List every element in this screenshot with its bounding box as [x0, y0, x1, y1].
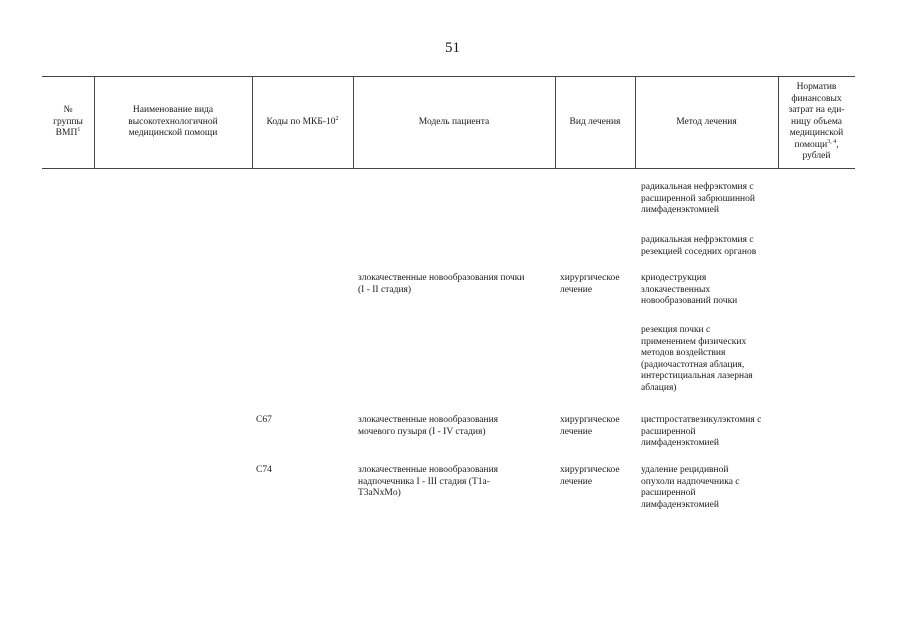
table-header	[42, 76, 855, 169]
patient-model-cell: злокачественные новообразования почки (I - II стадия)	[358, 273, 525, 295]
method-cell: радикальная нефрэктомия с резекцией соседних органов	[641, 235, 757, 257]
method-cell: резекция почки с применением физических методов воздействия (радиочастотная аблация, интерстициальная лазерная аблация)	[641, 325, 753, 393]
method-cell: радикальная нефрэктомия с расширенной забрюшинной лимфаденэктомией	[641, 182, 755, 215]
method-cell: криодеструкция злокачественных новообразований почки	[641, 273, 738, 306]
method-cell: цистпростатвезикулэктомия с расширенной лимфаденэктомией	[641, 415, 762, 448]
page-number: 51	[445, 40, 460, 56]
method-cell: удаление рецидивной опухоли надпочечника с расширенной лимфаденэктомией	[641, 465, 740, 510]
header-treatment-type: Вид лечения	[569, 116, 621, 127]
header-patient-model: Модель пациента	[418, 116, 490, 127]
header-care-type: Наименование вида высокотехнологичной медицинской помощи	[128, 105, 218, 139]
treatment-type-cell: хирургическое лечение	[560, 465, 620, 487]
header-group-number: № группы ВМП$^1$	[53, 105, 83, 139]
icd-code-cell: C67	[256, 415, 272, 425]
patient-model-cell: злокачественные новообразования мочевого пузыря (I - IV стадия)	[358, 415, 499, 437]
treatment-type-cell: хирургическое лечение	[560, 415, 620, 437]
header-cost-standard: Норматив финансовых затрат на еди- ницу объема медицинской помощи$^{3, 4}$, рублей	[788, 82, 845, 162]
patient-model-cell: злокачественные новообразования надпочечника I - III стадия (T1a- T3aNxMo)	[358, 465, 499, 498]
header-treatment-method: Метод лечения	[676, 116, 737, 127]
header-icd-codes: Коды по МКБ-$10^2$	[266, 115, 339, 127]
icd-code-cell: C74	[256, 465, 272, 475]
treatment-type-cell: хирургическое лечение	[560, 273, 620, 295]
